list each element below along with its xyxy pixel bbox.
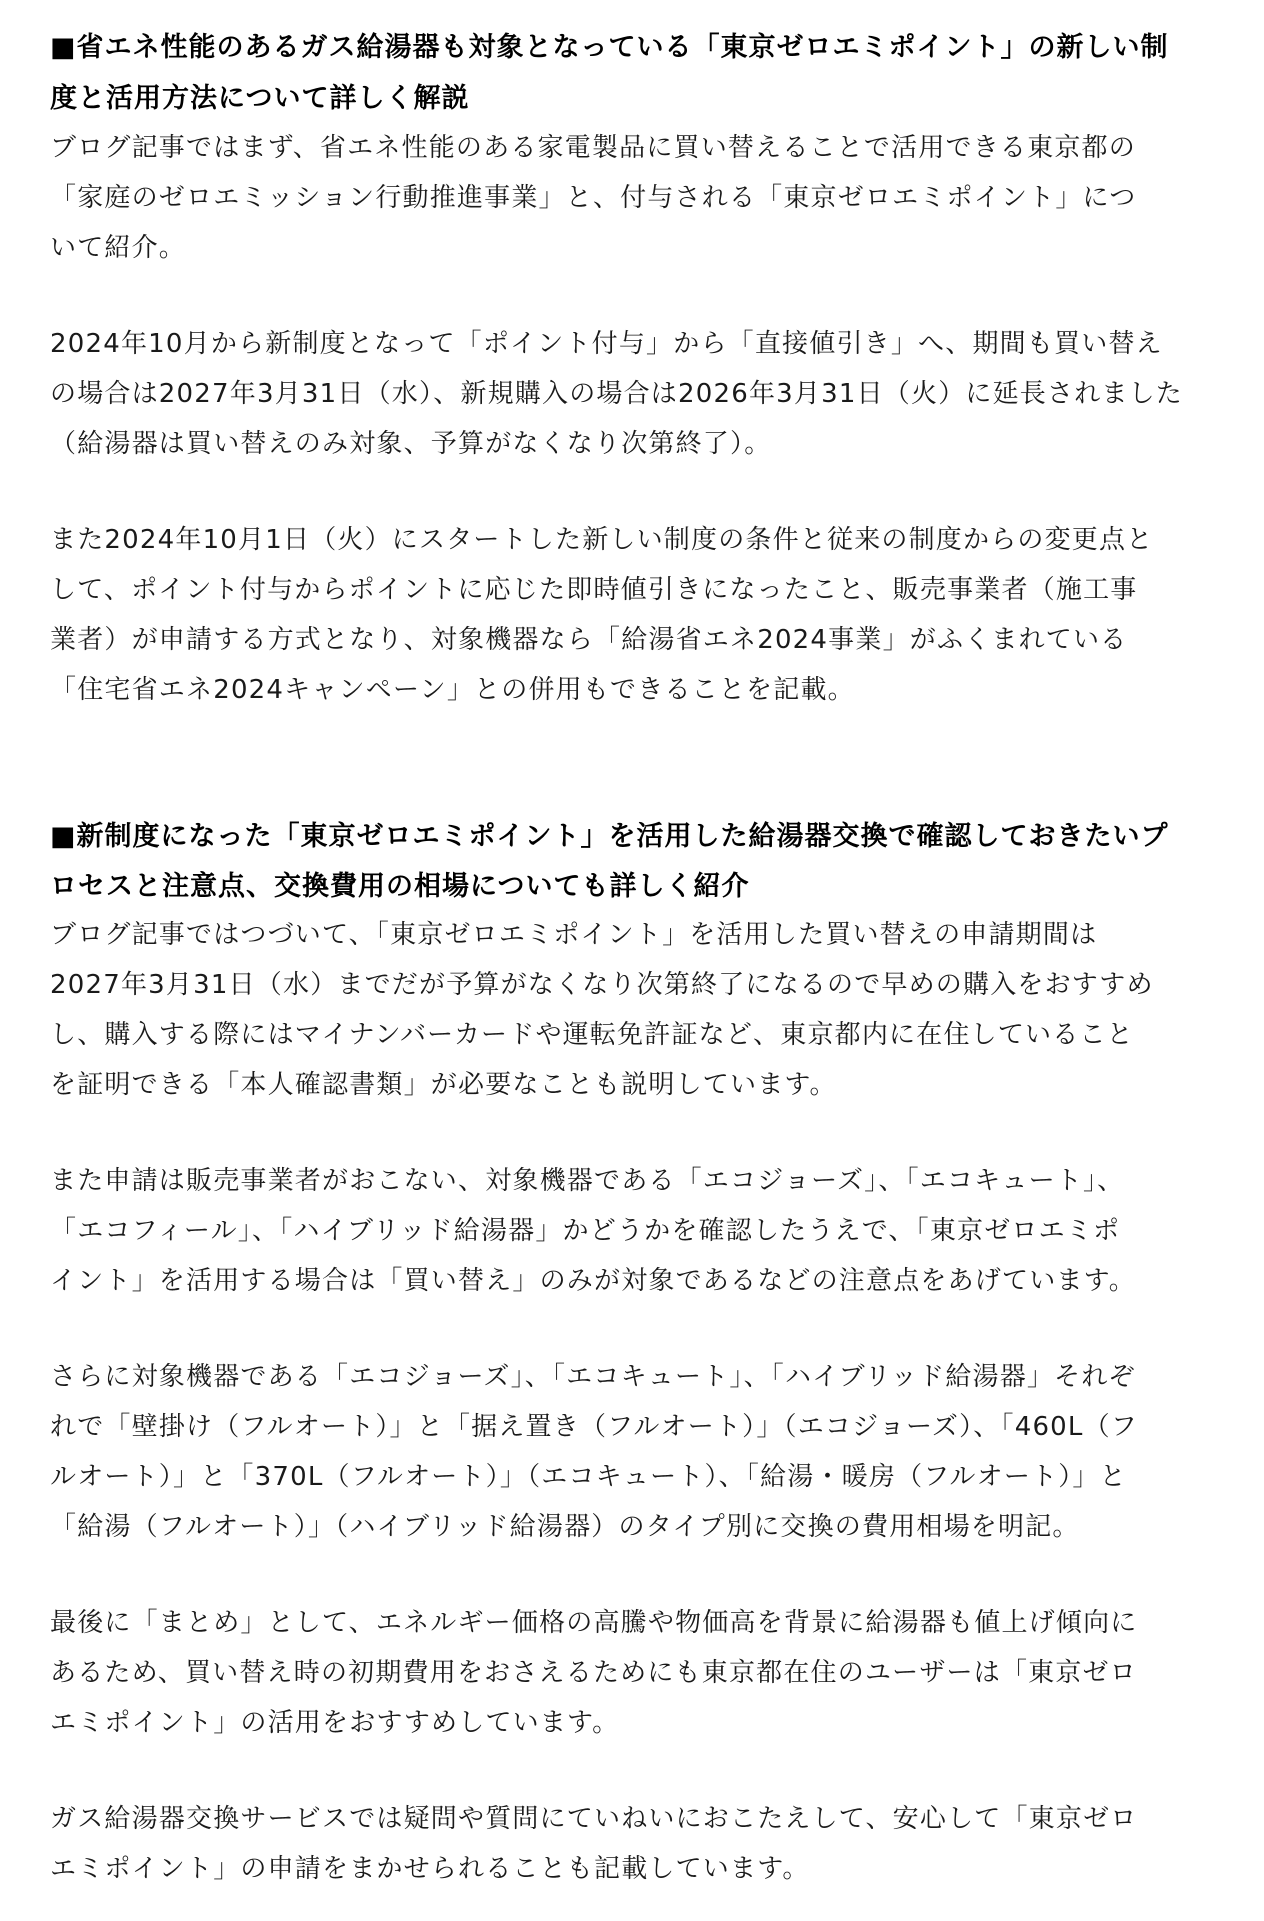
- section2-paragraph3-line: さらに対象機器である「エコジョーズ」、「エコキュート」、「ハイブリッド給湯器」それぞ: [50, 1362, 1136, 1392]
- section1-paragraph3-line: また2024年10月1日（火）にスタートした新しい制度の条件と従来の制度からの変更点と: [50, 525, 1154, 555]
- section1-paragraph1-line: ブログ記事ではまず、省エネ性能のある家電製品に買い替えることで活用できる東京都の: [50, 133, 1136, 163]
- section2-paragraph4-line: あるため、買い替え時の初期費用をおさえるためにも東京都在住のユーザーは「東京ゼロ: [50, 1658, 1137, 1688]
- section2-paragraph2-line: イント」を活用する場合は「買い替え」のみが対象であるなどの注意点をあげています。: [50, 1266, 1136, 1296]
- section2-paragraph3-line: ルオート）」と「370L（フルオート）」（エコキュート）、「給湯・暖房（フルオート）」と: [50, 1462, 1127, 1492]
- section1-paragraph2-line: 2024年10月から新制度となって「ポイント付与」から「直接値引き」へ、期間も買い替え: [50, 329, 1163, 359]
- section1-paragraph3-line: 業者）が申請する方式となり、対象機器なら「給湯省エネ2024事業」がふくまれている: [50, 625, 1128, 655]
- section2-paragraph1-line: を証明できる「本人確認書類」が必要なことも説明しています。: [50, 1070, 837, 1100]
- section1-paragraph1-line: 「家庭のゼロエミッション行動推進事業」と、付与される「東京ゼロエミポイント」につ: [50, 183, 1137, 213]
- section2-paragraph5-line: エミポイント」の申請をまかせられることも記載しています。: [50, 1854, 810, 1884]
- section2-heading-line: ロセスと注意点、交換費用の相場についても詳しく紹介: [50, 871, 750, 902]
- section2-paragraph1-line: ブログ記事ではつづいて、「東京ゼロエミポイント」を活用した買い替えの申請期間は: [50, 920, 1098, 950]
- section2-paragraph4-line: 最後に「まとめ」として、エネルギー価格の高騰や物価高を背景に給湯器も値上げ傾向に: [50, 1608, 1138, 1638]
- section2-paragraph1-line: 2027年3月31日（水）までだが予算がなくなり次第終了になるので早めの購入をおすすめ: [50, 970, 1154, 1000]
- section2-paragraph4-line: エミポイント」の活用をおすすめしています。: [50, 1708, 620, 1738]
- section1-paragraph1-line: いて紹介。: [50, 233, 187, 263]
- section2-heading-line: ■新制度になった「東京ゼロエミポイント」を活用した給湯器交換で確認しておきたいプ: [50, 821, 1169, 852]
- section1-heading-line: 度と活用方法について詳しく解説: [50, 83, 470, 114]
- section1-paragraph3-line: して、ポイント付与からポイントに応じた即時値引きになったこと、販売事業者（施工事: [50, 575, 1138, 605]
- section2-paragraph2-line: また申請は販売事業者がおこない、対象機器である「エコジョーズ」、「エコキュート」、: [50, 1166, 1125, 1196]
- section2-paragraph2-line: 「エコフィール」、「ハイブリッド給湯器」かどうかを確認したうえで、「東京ゼロエミポ: [50, 1216, 1121, 1246]
- section1-paragraph2-line: （給湯器は買い替えのみ対象、予算がなくなり次第終了）。: [50, 429, 772, 459]
- section2-paragraph5-line: ガス給湯器交換サービスでは疑問や質問にていねいにおこたえして、安心して「東京ゼロ: [50, 1804, 1138, 1834]
- section1-paragraph3-line: 「住宅省エネ2024キャンペーン」との併用もできることを記載。: [50, 675, 855, 705]
- section2-paragraph3-line: れで「壁掛け（フルオート）」と「据え置き（フルオート）」（エコジョーズ）、「460L（フ: [50, 1412, 1139, 1442]
- section1-heading-line: ■省エネ性能のあるガス給湯器も対象となっている「東京ゼロエミポイント」の新しい制: [50, 32, 1169, 63]
- section1-paragraph2-line: の場合は2027年3月31日（水）、新規購入の場合は2026年3月31日（火）に延長されました: [50, 379, 1183, 409]
- section2-paragraph1-line: し、購入する際にはマイナンバーカードや運転免許証など、東京都内に在住していること: [50, 1020, 1134, 1050]
- section2-paragraph3-line: 「給湯（フルオート）」（ハイブリッド給湯器）のタイプ別に交換の費用相場を明記。: [50, 1512, 1080, 1542]
